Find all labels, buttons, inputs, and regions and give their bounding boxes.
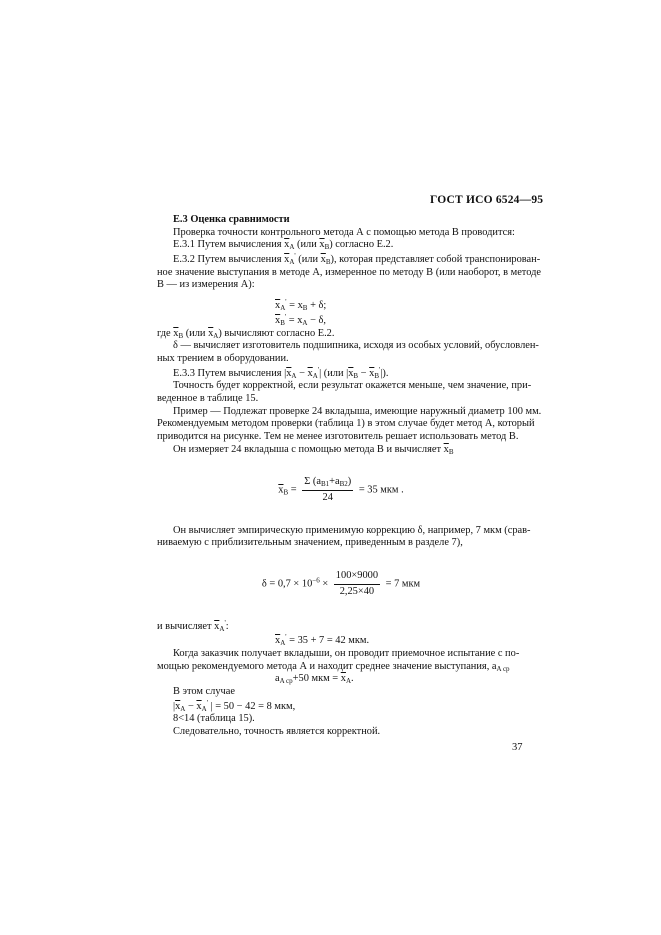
document-header: ГОСТ ИСО 6524—95 (430, 194, 544, 206)
where-line: где $\overline{x}_В$ (или $\overline{x}_A$) вычисляют согласно Е.2. (157, 327, 335, 340)
conclusion-line: Следовательно, точность является корректной. (173, 726, 381, 737)
customer-line2: мощью рекомендуемого метода А и находит среднее значение выступания, $a_{A ср}$ (157, 660, 510, 673)
case-line: В этом случае (173, 685, 236, 697)
clause-e32-line2: ное значение выступания в методе А, измеренное по методу В (или наоборот, в методе (157, 266, 541, 278)
delta-line1: δ — вычисляет изготовитель подшипника, исходя из особых условий, обусловлен- (173, 340, 539, 352)
section-title: Е.3 Оценка сравнимости (173, 214, 290, 225)
computes-line: и вычисляет $\overline{x}_A'$: (157, 618, 229, 633)
example-line1: Пример — Подлежат проверке 24 вкладыша, имеющие наружный диаметр 100 мм. (173, 405, 542, 417)
correction-line1: Он вычисляет эмпирическую применимую коррекцию δ, например, 7 мкм (срав- (173, 524, 531, 536)
accuracy-line1: Точность будет корректной, если результат окажется меньше, чем значение, при- (173, 380, 532, 392)
equation-6: 8<14 (таблица 15). (173, 713, 255, 725)
clause-e33: Е.3.3 Путем вычисления $|\overline{x}_A - \overline{x}_A'|$ (или $|\overline{x}_B - \overline{x}_B'|$). (173, 365, 389, 380)
measures-line: Он измеряет 24 вкладыша с помощью метода В и вычисляет $\overline{x}_В$ (173, 443, 454, 456)
customer-line1: Когда заказчик получает вкладыши, он проводит приемочное испытание с по- (173, 647, 520, 659)
delta-line2: ных трением в оборудовании. (157, 352, 289, 364)
clause-e31: Е.3.1 Путем вычисления $\overline{x}_A$ (или $\overline{x}_B$) согласно Е.2. (173, 239, 394, 252)
example-line2: Рекомендуемым методом проверки (таблица 1) в этом случае будет метод А, который (157, 418, 535, 430)
equation-2: $\overline{x}_B' = x_A - \delta$, (275, 312, 327, 327)
fraction: $\frac{\Sigma (a_{B1}+a_{B2})}{24}$ (304, 476, 352, 504)
clause-e32-line1: Е.3.2 Путем вычисления $\overline{x}_A'$ (или $\overline{x}_B$), которая представляет собой транспонирован- (173, 252, 541, 267)
document-body (157, 214, 542, 739)
equation-4: $a_{A ср}+50$ мкм = $\overline{x}_A$. (275, 673, 354, 686)
clause-e32-line3: В — из измерения А): (157, 279, 255, 291)
equation-5: $|\overline{x}_A - \overline{x}_A'$ | = 50 − 42 = 8 мкм, (173, 698, 296, 713)
example-line3: приводится на рисунке. Тем не менее изготовитель решает использовать метод В. (157, 431, 519, 442)
accuracy-line2: веденное в таблице 15. (157, 392, 259, 404)
equation-1: $\overline{x}_A' = x_В + \delta$; (275, 298, 327, 313)
page-number: 37 (512, 742, 523, 753)
equation-3: $\overline{x}_A' = 35 + 7 = 42$ мкм. (275, 633, 370, 648)
correction-line2: ниваемую с приблизительным значением, приведенным в разделе 7), (157, 537, 463, 549)
intro-line: Проверка точности контрольного метода А с помощью метода В проводится: (173, 226, 515, 238)
fraction: $\frac{100\times 9000}{2,25\times 40}$ (335, 570, 379, 597)
formula-mean: $\overline{x}_В$ = $\frac{\Sigma (a_{B1}+a_{B2})}{24}$ = 35 мкм . (278, 476, 404, 504)
formula-delta: $\delta = 0,7 \times 10^{-6}$ × $\frac{100\times 9000}{2,25\times 40}$ = 7 мкм (261, 570, 421, 597)
